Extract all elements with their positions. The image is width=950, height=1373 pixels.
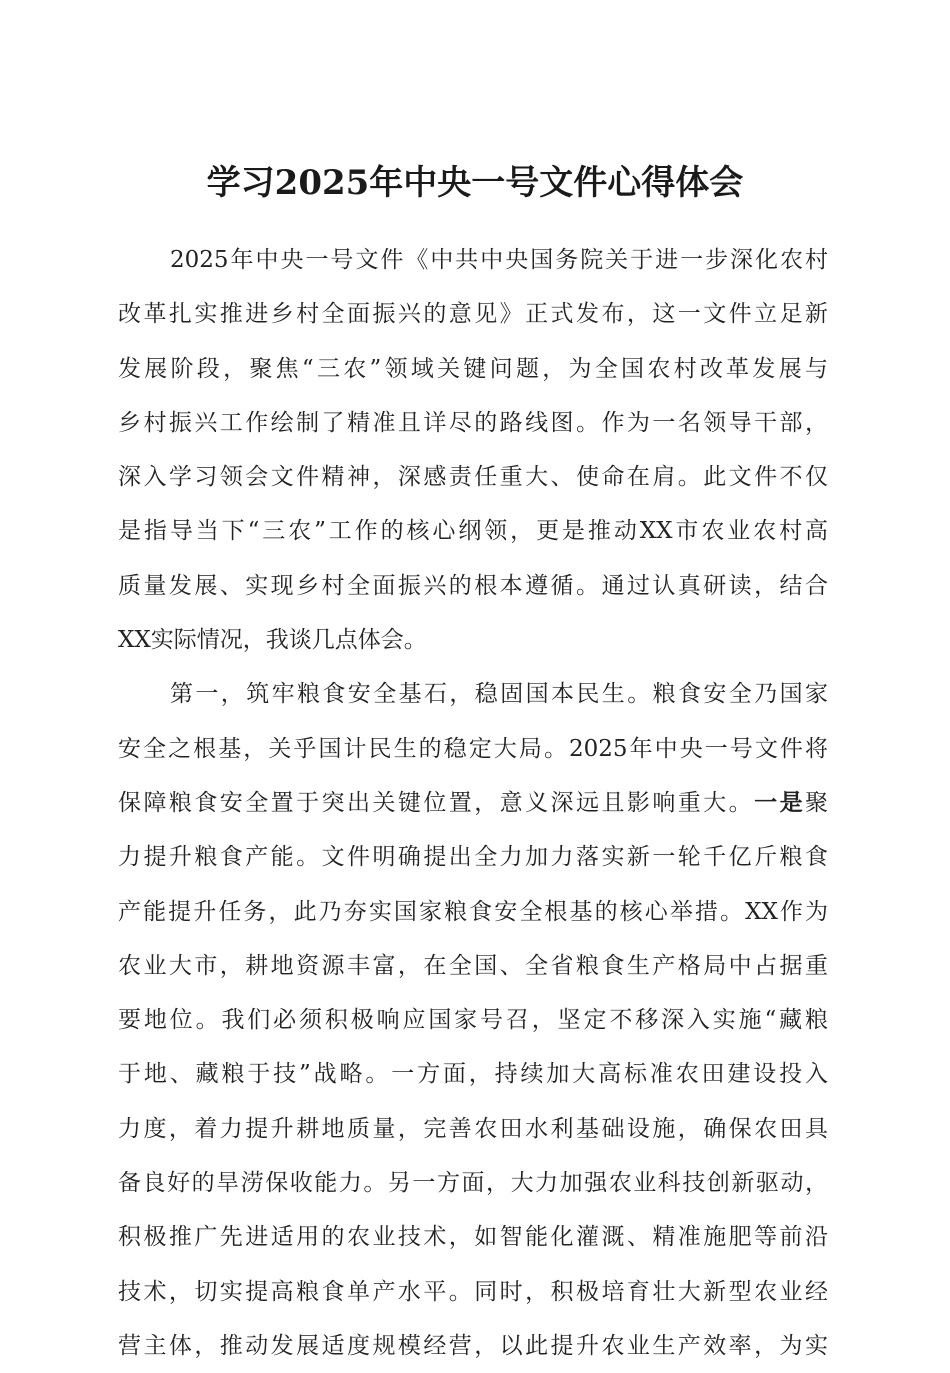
paragraph-2-line-3-tail: 聚 [805, 789, 829, 816]
paragraph-2-line-1: 第一，筑牢粮食安全基石，稳固国本民生。粮食安全乃国家 [170, 681, 828, 708]
paragraph-2-line-5: 产能提升任务，此乃夯实国家粮食安全根基的核心举措。XX作为 [118, 898, 828, 925]
paragraph-2-line-11: 积极推广先进适用的农业技术，如智能化灌溉、精准施肥等前沿 [118, 1224, 828, 1251]
paragraph-2-line-2: 安全之根基，关乎国计民生的稳定大局。2025年中央一号文件将 [118, 735, 828, 762]
paragraph-2-line-4: 力提升粮食产能。文件明确提出全力加力落实新一轮千亿斤粮食 [118, 844, 828, 871]
paragraph-1-line-4: 乡村振兴工作绘制了精准且详尽的路线图。作为一名领导干部， [118, 409, 828, 436]
paragraph-1-line-7: 质量发展、实现乡村全面振兴的根本遵循。通过认真研读，结合 [118, 572, 828, 599]
paragraph-1-line-8: XX实际情况，我谈几点体会。 [118, 627, 427, 654]
document-title: 学习2025年中央一号文件心得体会 [206, 163, 744, 203]
paragraph-2-line-8: 于地、藏粮于技”战略。一方面，持续加大高标准农田建设投入 [118, 1061, 828, 1088]
paragraph-1-line-5: 深入学习领会文件精神，深感责任重大、使命在肩。此文件不仅 [118, 464, 828, 491]
paragraph-1-line-6: 是指导当下“三农”工作的核心纲领，更是推动XX市农业农村高 [118, 518, 828, 545]
paragraph-1-line-2: 改革扎实推进乡村全面振兴的意见》正式发布，这一文件立足新 [118, 301, 828, 328]
paragraph-2-line-10: 备良好的旱涝保收能力。另一方面，大力加强农业科技创新驱动， [118, 1170, 828, 1197]
document-body [118, 233, 828, 1373]
paragraph-2-line-13: 营主体，推动发展适度规模经营，以此提升农业生产效率，为实 [118, 1332, 828, 1359]
paragraph-1-line-1: 2025年中央一号文件《中共中央国务院关于进一步深化农村 [170, 247, 828, 273]
paragraph-2-line-3-text: 保障粮食安全置于突出关键位置，意义深远且影响重大。 [118, 789, 755, 816]
paragraph-2-line-3 [118, 776, 828, 830]
paragraph-2-line-12: 技术，切实提高粮食单产水平。同时，积极培育壮大新型农业经 [118, 1278, 828, 1305]
paragraph-2-line-9: 力度，着力提升耕地质量，完善农田水利基础设施，确保农田具 [118, 1115, 828, 1142]
paragraph-1-line-3: 发展阶段，聚焦“三农”领域关键问题，为全国农村改革发展与 [118, 355, 828, 382]
paragraph-2-line-6: 农业大市，耕地资源丰富，在全国、全省粮食生产格局中占据重 [118, 952, 828, 979]
emphasis-first-point: 一是 [754, 788, 806, 816]
paragraph-2-line-7: 要地位。我们必须积极响应国家号召，坚定不移深入实施“藏粮 [118, 1007, 828, 1034]
